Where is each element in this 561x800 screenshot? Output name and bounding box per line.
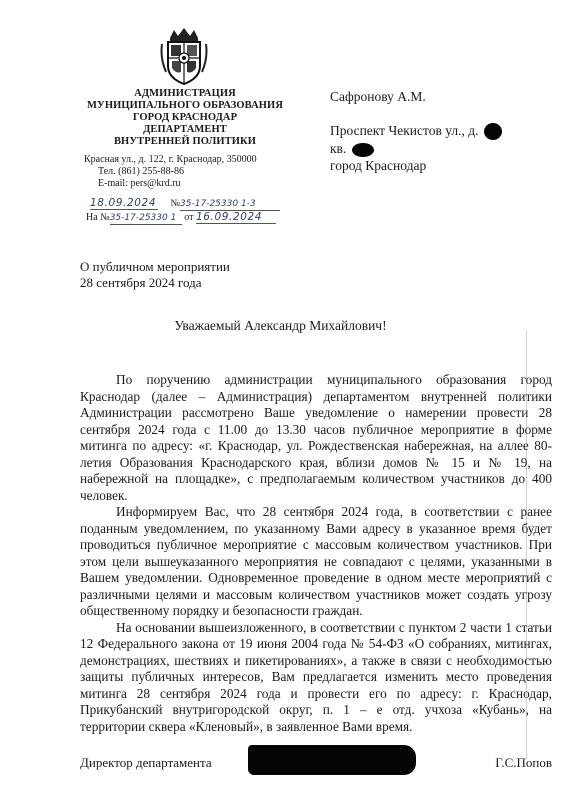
org-line: ДЕПАРТАМЕНТ bbox=[143, 124, 227, 135]
org-phone: Тел. (861) 255-88-86 bbox=[98, 166, 184, 177]
reference-number: 35-17-25330 1 bbox=[110, 213, 182, 225]
body-paragraph: Информируем Вас, что 28 сентября 2024 года, в соответствии с ранее поданным уведомлением, по указанному Вами адресу в указанное время будет проводиться публичное мероприятие с массовым количеством участников. При этом цели вышеуказанного мероприятия не совпадают с целями, указанными в Вашем уведомлении. Одновременное проведение в одном месте мероприятий с различными целями и массовым количеством участников может создать угрозу общественному порядку и безопасности граждан. bbox=[80, 504, 552, 618]
reference-prefix: На № bbox=[86, 212, 110, 223]
redaction-blob bbox=[484, 123, 502, 140]
body-paragraph: На основании вышеизложенного, в соответствии с пунктом 2 части 1 статьи 12 Федерального закона от 19 июня 2004 года № 54-ФЗ «О собраниях, митингах, демонстрациях, шествиях и пикетированиях», а также в связи с необходимостью защиты публичных интересов, Вам предлагается изменить место проведения митинга 28 сентября 2024 года и провести его по адресу: г. Краснодар, Прикубанский внутригородской округ, п. 1 – е отд. учхоза «Кубань», на территории сквера «Кленовый», в заявленное Вами время. bbox=[80, 619, 552, 734]
redacted-signature bbox=[248, 745, 416, 775]
recipient-apartment: кв. bbox=[330, 141, 347, 157]
recipient-street: Проспект Чекистов ул., д. bbox=[330, 123, 479, 138]
organization-contacts bbox=[84, 154, 284, 190]
redaction-blob bbox=[352, 143, 374, 157]
org-line: ГОРОД КРАСНОДАР bbox=[132, 112, 238, 123]
recipient-apartment-line bbox=[330, 140, 502, 157]
recipient-street-line bbox=[330, 122, 502, 140]
subject-line: 28 сентября 2024 года bbox=[80, 275, 202, 290]
registration-line bbox=[88, 197, 280, 211]
coat-of-arms-icon bbox=[160, 28, 208, 86]
recipient-city: город Краснодар bbox=[330, 158, 427, 174]
recipient-name: Сафронову А.М. bbox=[330, 89, 426, 104]
recipient-block bbox=[330, 88, 502, 174]
org-address: Красная ул., д. 122, г. Краснодар, 350000 bbox=[84, 154, 257, 165]
org-line: МУНИЦИПАЛЬНОГО ОБРАЗОВАНИЯ bbox=[87, 100, 283, 111]
letter-body bbox=[80, 372, 552, 735]
reference-date-label: от bbox=[184, 212, 194, 223]
paper-fold-line bbox=[526, 330, 527, 760]
reference-line bbox=[86, 211, 280, 225]
org-line: ВНУТРЕННЕЙ ПОЛИТИКИ bbox=[113, 136, 257, 147]
reference-date: 16.09.2024 bbox=[196, 212, 276, 224]
number-label: № bbox=[170, 198, 181, 209]
signatory-title: Директор департамента bbox=[80, 755, 212, 770]
signatory-name: Г.С.Попов bbox=[495, 755, 552, 770]
registration-number: 35-17-25330 1-3 bbox=[180, 199, 280, 211]
org-email: E-mail: pers@krd.ru bbox=[98, 178, 181, 189]
letter-subject bbox=[80, 259, 230, 291]
greeting: Уважаемый Александр Михайлович! bbox=[174, 318, 387, 333]
body-paragraph: По поручению администрации муниципального образования город Краснодар (далее – Администрация) департаментом внутренней политики Администрации рассмотрено Ваше уведомление о намерении провести 28 сентября 2024 года с 11.00 до 13.30 часов публичное мероприятие в форме митинга по адресу: «г. Краснодар, ул. Рождественская набережная, на аллее 80-летия Образования Краснодарского края, вблизи домов № 15 и № 19, на набережной на площадке», с предполагаемым количеством участников до 400 человек. bbox=[80, 372, 552, 503]
registration-date: 18.09.2024 bbox=[90, 197, 157, 209]
organization-header bbox=[70, 88, 300, 148]
signature-block bbox=[80, 745, 552, 775]
org-line: АДМИНИСТРАЦИЯ bbox=[134, 88, 236, 99]
registration-block bbox=[88, 197, 280, 225]
subject-line: О публичном мероприятии bbox=[80, 259, 230, 274]
